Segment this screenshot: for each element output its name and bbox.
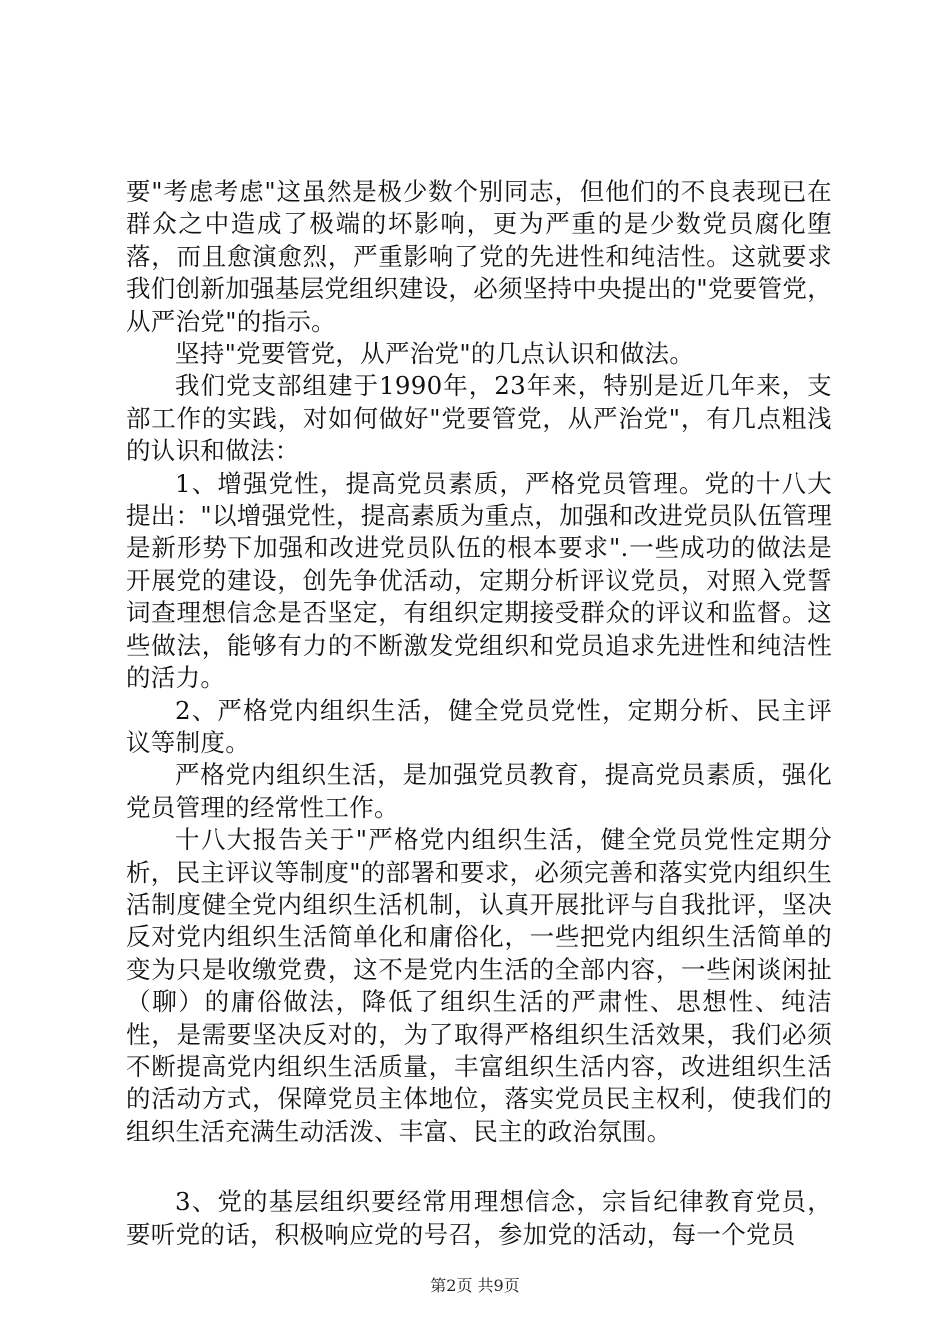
paragraph-point-1: 1、增强党性，提高党员素质，严格党员管理。党的十八大提出："以增强党性，提高素质为重点，加强和改进党员队伍管理是新形势下加强和改进党员队伍的根本要求".一些成功的做法是开展党的建设，创先争优活动，定期分析评议党员，对照入党誓词查理想信念是否坚定，有组织定期接受群众的评议和监督。这些做法，能够有力的不断激发党组织和党员追求先进性和纯洁性的活力。 <box>126 468 832 693</box>
paragraph-point-3: 3、党的基层组织要经常用理想信念，宗旨纪律教育党员，要听党的话，积极响应党的号召，参加党的活动，每一个党员 <box>126 1187 832 1249</box>
paragraph-point-2-body: 严格党内组织生活，是加强党员教育，提高党员素质，强化党员管理的经常性工作。 <box>126 760 832 822</box>
document-body <box>126 176 832 1251</box>
page-footer: 第2页 共9页 <box>430 1276 520 1295</box>
paragraph-section-heading: 坚持"党要管党，从严治党"的几点认识和做法。 <box>175 339 695 369</box>
paragraph-continuation: 要"考虑考虑"这虽然是极少数个别同志，但他们的不良表现已在群众之中造成了极端的坏影响，更为严重的是少数党员腐化堕落，而且愈演愈烈，严重影响了党的先进性和纯洁性。这就要求我们创新加强基层党组织建设，必须坚持中央提出的"党要管党，从严治党"的指示。 <box>126 177 832 336</box>
paragraph-spacer <box>126 1148 832 1186</box>
paragraph-point-2: 2、严格党内组织生活，健全党员党性，定期分析、民主评议等制度。 <box>126 695 832 757</box>
paragraph-intro: 我们党支部组建于1990年，23年来，特别是近几年来，支部工作的实践，对如何做好"党要管党，从严治党"，有几点粗浅的认识和做法： <box>126 371 832 466</box>
paragraph-point-2-detail: 十八大报告关于"严格党内组织生活，健全党员党性定期分析，民主评议等制度"的部署和要求，必须完善和落实党内组织生活制度健全党内组织生活机制，认真开展批评与自我批评，坚决反对党内组织生活简单化和庸俗化，一些把党内组织生活简单的变为只是收缴党费，这不是党内生活的全部内容，一些闲谈闲扯（聊）的庸俗做法，降低了组织生活的严肃性、思想性、纯洁性，是需要坚决反对的，为了取得严格组织生活效果，我们必须不断提高党内组织生活质量，丰富组织生活内容，改进组织生活的活动方式，保障党员主体地位，落实党员民主权利，使我们的组织生活充满生动活泼、丰富、民主的政治氛围。 <box>126 825 832 1146</box>
